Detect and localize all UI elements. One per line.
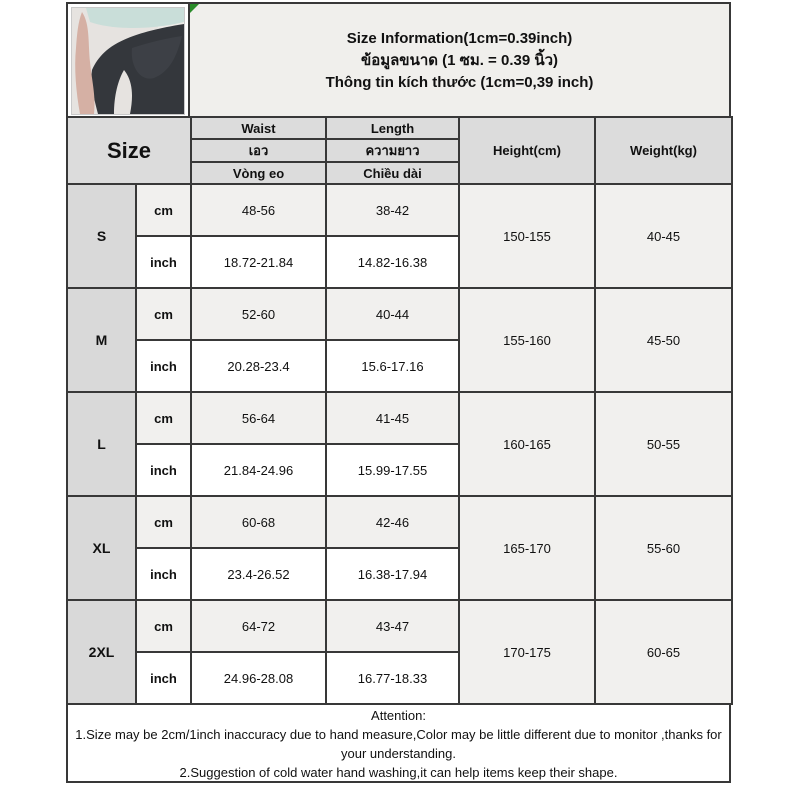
green-corner-marker-icon [190, 4, 199, 13]
s-waist-cm: 48-56 [191, 184, 326, 236]
xl-height: 165-170 [459, 496, 595, 600]
header-height: Height(cm) [459, 117, 595, 184]
attention-box [66, 703, 731, 783]
attention-note-2: 2.Suggestion of cold water hand washing,it can help items keep their shape. [179, 765, 618, 780]
size-label-l: L [67, 392, 136, 496]
size-header-cell: Size [67, 117, 191, 184]
l-length-cm: 41-45 [326, 392, 459, 444]
attention-note-1: 1.Size may be 2cm/1inch inaccuracy due to hand measure,Color may be little different due to monitor ,thanks for your understanding. [75, 727, 722, 761]
header-weight: Weight(kg) [595, 117, 732, 184]
s-height: 150-155 [459, 184, 595, 288]
title-thai: ข้อมูลขนาด (1 ซม. = 0.39 นิ้ว) [360, 51, 559, 69]
xl-weight: 55-60 [595, 496, 732, 600]
header-waist-vi: Vòng eo [191, 162, 326, 184]
m-waist-inch: 20.28-23.4 [191, 340, 326, 392]
header-waist-en: Waist [191, 117, 326, 139]
unit-inch-label: inch [136, 652, 191, 704]
title-english: Size Information(1cm=0.39inch) [346, 29, 573, 47]
2xl-height: 170-175 [459, 600, 595, 704]
title-block [190, 4, 729, 116]
2xl-waist-cm: 64-72 [191, 600, 326, 652]
m-weight: 45-50 [595, 288, 732, 392]
l-height: 160-165 [459, 392, 595, 496]
leggings-photo-illustration [71, 7, 185, 115]
xl-waist-cm: 60-68 [191, 496, 326, 548]
unit-inch-label: inch [136, 444, 191, 496]
header-length-vi: Chiều dài [326, 162, 459, 184]
l-waist-cm: 56-64 [191, 392, 326, 444]
size-label-xl: XL [67, 496, 136, 600]
title-vietnamese: Thông tin kích thước (1cm=0,39 inch) [325, 73, 594, 91]
l-weight: 50-55 [595, 392, 732, 496]
m-height: 155-160 [459, 288, 595, 392]
2xl-length-inch: 16.77-18.33 [326, 652, 459, 704]
2xl-weight: 60-65 [595, 600, 732, 704]
header-length-th: ความยาว [326, 139, 459, 162]
header-length-en: Length [326, 117, 459, 139]
l-waist-inch: 21.84-24.96 [191, 444, 326, 496]
unit-cm-label: cm [136, 392, 191, 444]
unit-inch-label: inch [136, 340, 191, 392]
xl-waist-inch: 23.4-26.52 [191, 548, 326, 600]
m-waist-cm: 52-60 [191, 288, 326, 340]
size-table [66, 116, 733, 705]
s-length-cm: 38-42 [326, 184, 459, 236]
unit-inch-label: inch [136, 236, 191, 288]
attention-heading: Attention: [371, 708, 426, 723]
l-length-inch: 15.99-17.55 [326, 444, 459, 496]
size-label-s: S [67, 184, 136, 288]
size-chart-sheet [66, 2, 731, 783]
header-waist-th: เอว [191, 139, 326, 162]
2xl-waist-inch: 24.96-28.08 [191, 652, 326, 704]
size-label-2xl: 2XL [67, 600, 136, 704]
unit-cm-label: cm [136, 600, 191, 652]
xl-length-inch: 16.38-17.94 [326, 548, 459, 600]
header-section [66, 2, 731, 118]
xl-length-cm: 42-46 [326, 496, 459, 548]
2xl-length-cm: 43-47 [326, 600, 459, 652]
unit-cm-label: cm [136, 184, 191, 236]
product-photo [68, 4, 190, 116]
unit-inch-label: inch [136, 548, 191, 600]
s-waist-inch: 18.72-21.84 [191, 236, 326, 288]
m-length-inch: 15.6-17.16 [326, 340, 459, 392]
s-weight: 40-45 [595, 184, 732, 288]
s-length-inch: 14.82-16.38 [326, 236, 459, 288]
m-length-cm: 40-44 [326, 288, 459, 340]
unit-cm-label: cm [136, 288, 191, 340]
size-label-m: M [67, 288, 136, 392]
unit-cm-label: cm [136, 496, 191, 548]
